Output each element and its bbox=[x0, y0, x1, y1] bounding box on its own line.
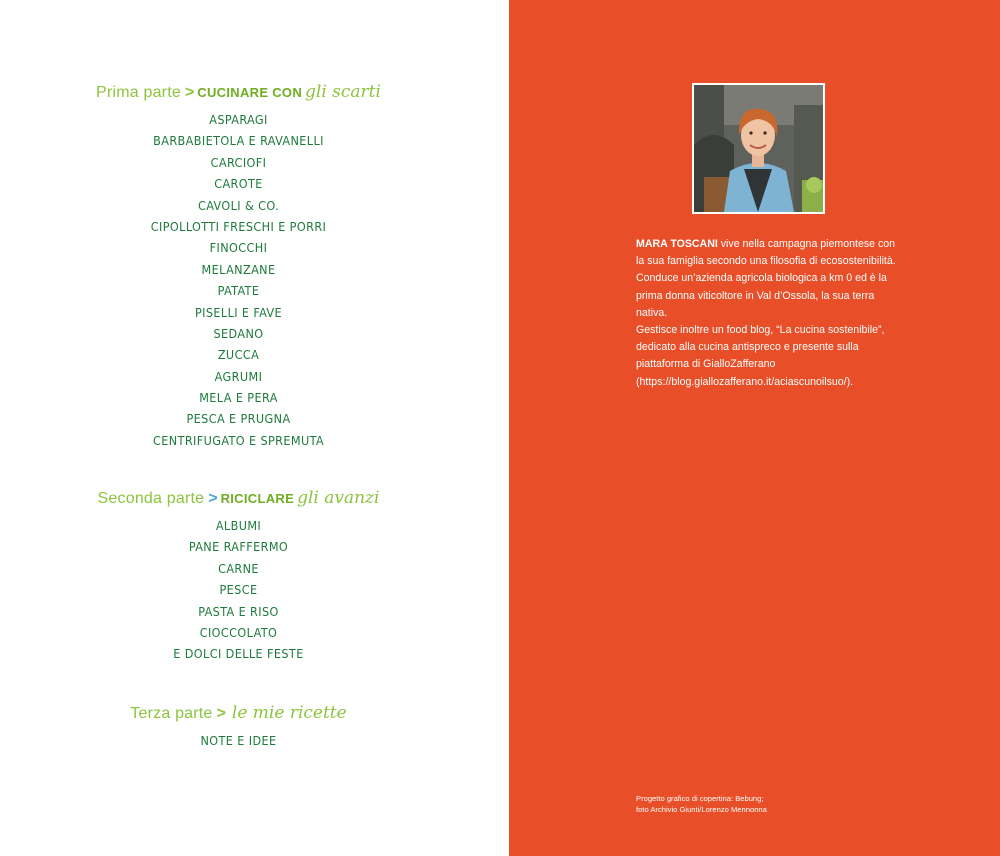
chapter-item: CARNE bbox=[218, 560, 259, 576]
chapter-item: SEDANO bbox=[213, 325, 264, 341]
chapter-item: CIOCCOLATO bbox=[199, 624, 278, 640]
chapter-item: CENTRIFUGATO E SPREMUTA bbox=[152, 432, 325, 448]
section-title-script: gli avanzi bbox=[297, 488, 380, 508]
section-heading bbox=[0, 487, 477, 509]
part-label: Prima parte bbox=[96, 84, 181, 101]
section-prima-parte bbox=[0, 81, 477, 451]
credits-line-1: Progetto grafico di copertina: Bebung; bbox=[636, 794, 764, 803]
section-title-caps: CUCINARE CON bbox=[197, 85, 303, 100]
chapter-item: BARBABIETOLA E RAVANELLI bbox=[153, 133, 324, 149]
arrow-glyph: > bbox=[216, 705, 226, 722]
cover-credits bbox=[636, 793, 876, 815]
chapter-item: ALBUMI bbox=[215, 518, 262, 533]
chapter-item: CAVOLI & CO. bbox=[197, 197, 280, 213]
bio-text: vive nella campagna piemontese con la sua famiglia secondo una filosofia di ecosostenibilità. Conduce un’azienda agricola biologica a km 0 ed è la prima donna viticoltore in Val d’Ossola, la sua terra nativa. bbox=[636, 238, 896, 319]
chapter-item: PATATE bbox=[217, 283, 260, 299]
chapter-list bbox=[0, 730, 477, 751]
credits-line-2: foto Archivio Giunti/Lorenzo Mennonna bbox=[636, 805, 767, 814]
chapter-item: MELA E PERA bbox=[199, 390, 278, 406]
author-portrait-illustration bbox=[694, 85, 823, 212]
chapter-item: MELANZANE bbox=[201, 261, 276, 277]
arrow-glyph: > bbox=[184, 84, 195, 101]
chapter-item: PESCE bbox=[219, 582, 258, 598]
chapter-item: CARCIOFI bbox=[210, 154, 267, 170]
chapter-item: ZUCCA bbox=[217, 347, 260, 363]
chapter-item: PISELLI E FAVE bbox=[194, 304, 283, 320]
chapter-item: PESCA E PRUGNA bbox=[186, 411, 291, 427]
section-heading bbox=[0, 702, 477, 724]
chapter-item: ASPARAGI bbox=[209, 112, 268, 127]
chapter-item: CAROTE bbox=[214, 176, 263, 192]
chapter-list bbox=[0, 515, 477, 665]
bio-paragraph-2: Gestisce inoltre un food blog, “La cucina sostenibile”, dedicato alla cucina antispreco e presente sulla piattaforma di GialloZafferano (https://blog.giallozafferano.it/aciascunoilsuo/). bbox=[636, 324, 885, 388]
chapter-item: AGRUMI bbox=[214, 368, 263, 384]
author-bio bbox=[636, 236, 896, 391]
section-heading bbox=[0, 81, 477, 103]
author-name: MARA TOSCANI bbox=[636, 238, 718, 250]
chapter-item: PASTA E RISO bbox=[198, 603, 279, 619]
chapter-item: NOTE E IDEE bbox=[200, 733, 277, 748]
chapter-item: FINOCCHI bbox=[209, 240, 268, 256]
section-title-script: le mie ricette bbox=[231, 703, 347, 723]
author-photo bbox=[692, 83, 825, 214]
section-title-caps: RICICLARE bbox=[220, 491, 295, 506]
section-title-script: gli scarti bbox=[305, 82, 381, 102]
part-label: Terza parte bbox=[130, 705, 213, 722]
arrow-glyph: > bbox=[208, 490, 218, 507]
chapter-item: CIPOLLOTTI FRESCHI E PORRI bbox=[150, 218, 327, 234]
bio-paragraph-1 bbox=[636, 236, 896, 322]
chapter-list bbox=[0, 109, 477, 451]
section-seconda-parte bbox=[0, 487, 477, 665]
part-label: Seconda parte bbox=[97, 490, 205, 507]
chapter-item: E DOLCI DELLE FESTE bbox=[173, 646, 304, 662]
chapter-item: PANE RAFFERMO bbox=[188, 539, 289, 555]
section-terza-parte bbox=[0, 702, 477, 751]
